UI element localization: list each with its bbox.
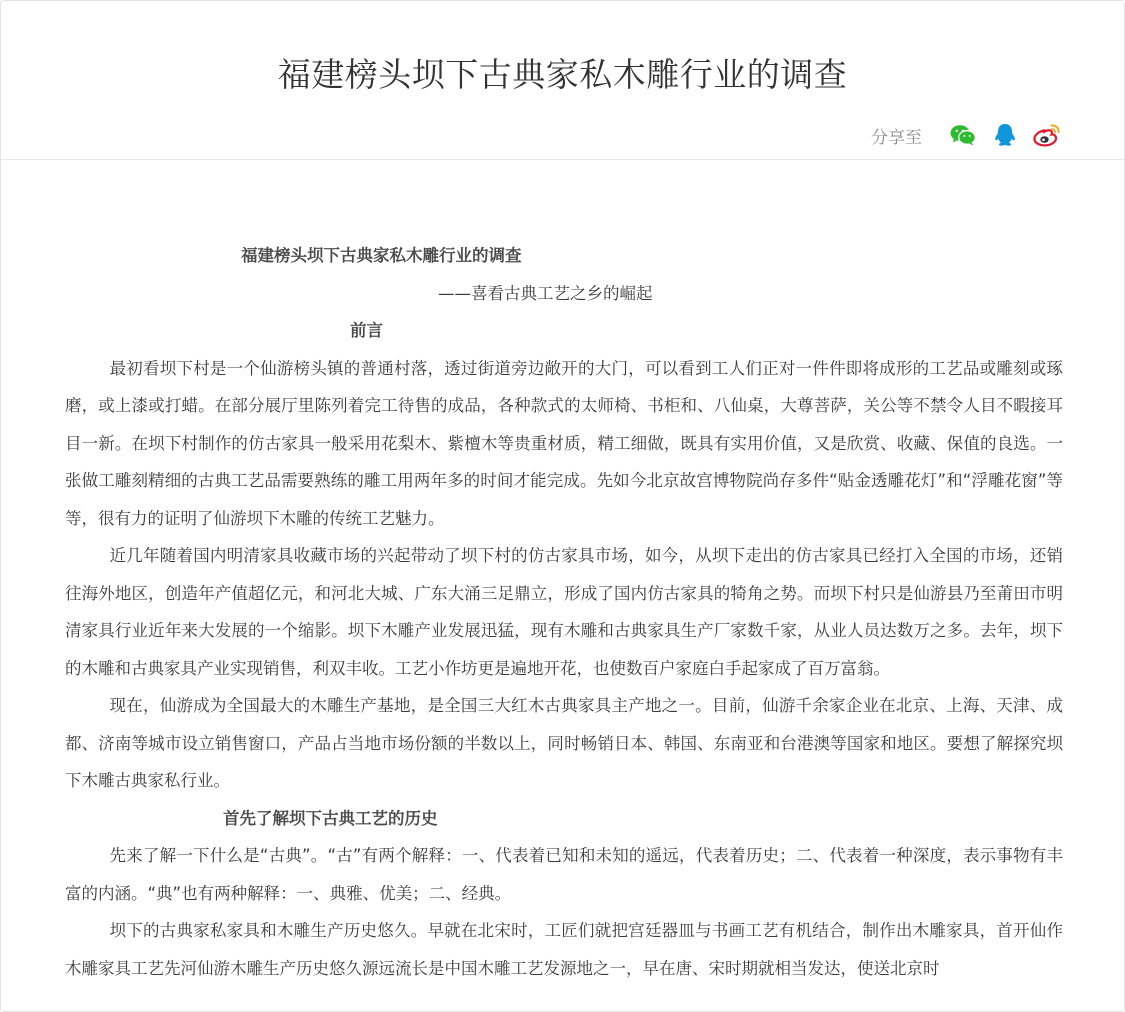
document-subtitle: ——喜看古典工艺之乡的崛起 <box>438 283 653 303</box>
share-bar <box>871 119 1062 151</box>
share-wechat-button[interactable] <box>948 120 978 150</box>
article-body <box>65 237 1063 987</box>
article-paragraph: 最初看坝下村是一个仙游榜头镇的普通村落，透过街道旁边敞开的大门，可以看到工人们正对一件件即将成形的工艺品或雕刻或琢磨，或上漆或打蜡。在部分展厅里陈列着完工待售的成品，各种款式的太师椅、书柜和、八仙桌，大尊菩萨，关公等不禁令人目不暇接耳目一新。在坝下村制作的仿古家具一般采用花梨木、紫檀木等贵重材质，精工细做，既具有实用价值，又是欣赏、收藏、保值的良选。一张做工雕刻精细的古典工艺品需要熟练的雕工用两年多的时间才能完成。先如今北京故宫博物院尚存多件“贴金透雕花灯”和“浮雕花窗”等等，很有力的证明了仙游坝下木雕的传统工艺魅力。 <box>65 358 1063 528</box>
article-paragraph: 现在，仙游成为全国最大的木雕生产基地，是全国三大红木古典家具主产地之一。目前，仙游千余家企业在北京、上海、天津、成都、济南等城市设立销售窗口，产品占当地市场份额的半数以上，同时畅销日本、韩国、东南亚和台港澳等国家和地区。要想了解探究坝下木雕古典家私行业。 <box>65 696 1063 790</box>
article-header <box>1 1 1124 160</box>
article-paragraph: 坝下的古典家私家具和木雕生产历史悠久。早就在北宋时，工匠们就把宫廷器皿与书画工艺有机结合，制作出木雕家具，首开仙作木雕家具工艺先河仙游木雕生产历史悠久源远流长是中国木雕工艺发源地之一，早在唐、宋时期就相当发达，使送北京时 <box>65 921 1063 978</box>
share-qq-button[interactable] <box>990 120 1020 150</box>
wechat-icon <box>950 124 976 146</box>
preface-heading: 前言 <box>350 321 383 340</box>
share-label: 分享至 <box>871 127 922 148</box>
weibo-icon <box>1033 123 1061 147</box>
share-weibo-button[interactable] <box>1032 120 1062 150</box>
article-paragraph: 近几年随着国内明清家具收藏市场的兴起带动了坝下村的仿古家具市场，如今，从坝下走出的仿古家具已经打入全国的市场，还销往海外地区，创造年产值超亿元，和河北大城、广东大涌三足鼎立，形成了国内仿古家具的犄角之势。而坝下村只是仙游县乃至莆田市明清家具行业近年来大发展的一个缩影。坝下木雕产业发展迅猛，现有木雕和古典家具生产厂家数千家，从业人员达数万之多。去年，坝下的木雕和古典家具产业实现销售，利双丰收。工艺小作坊更是遍地开花，也使数百户家庭白手起家成了百万富翁。 <box>65 546 1063 678</box>
history-heading: 首先了解坝下古典工艺的历史 <box>223 808 438 828</box>
document-title: 福建榜头坝下古典家私木雕行业的调查 <box>241 246 522 265</box>
qq-icon <box>994 123 1016 147</box>
article-paragraph: 先来了解一下什么是“古典”。“古”有两个解释：一、代表着已知和未知的遥远，代表着历史；二、代表着一种深度，表示事物有丰富的内涵。“典”也有两种解释：一、典雅、优美；二、经典。 <box>65 846 1063 903</box>
page-title: 福建榜头坝下古典家私木雕行业的调查 <box>277 55 848 94</box>
